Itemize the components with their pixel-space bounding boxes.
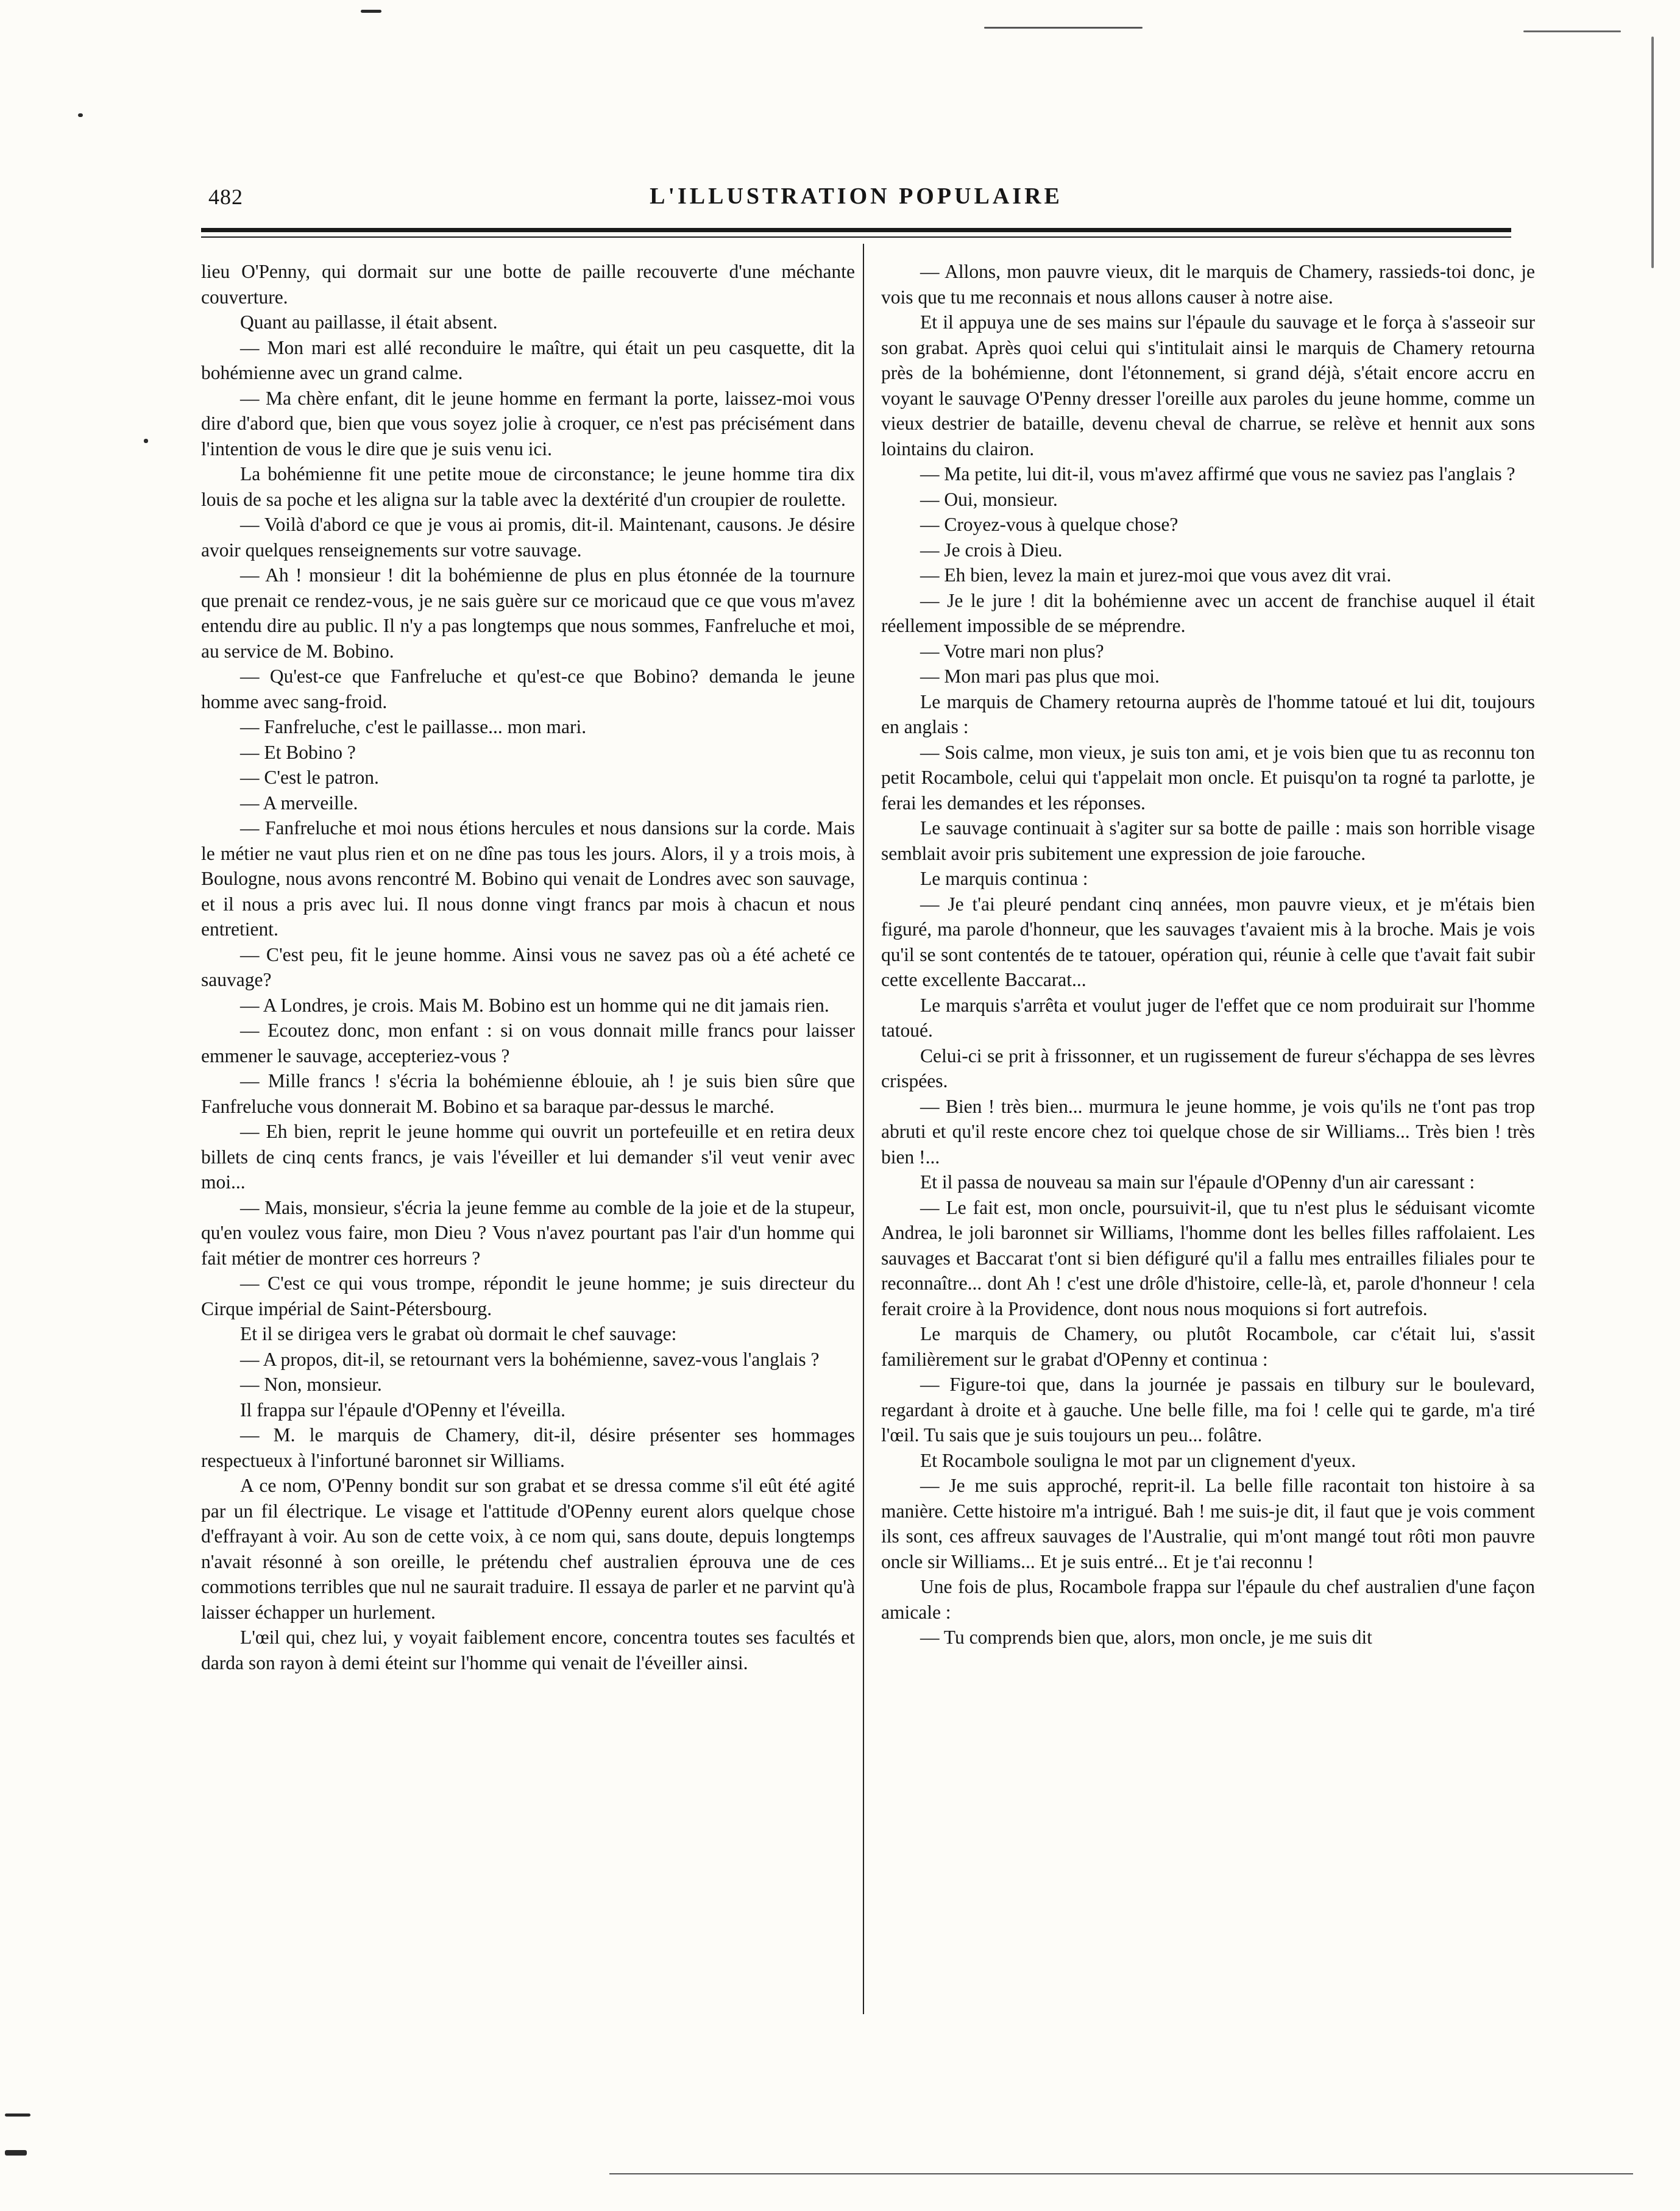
- scan-smudge: [1523, 30, 1621, 32]
- paragraph: — Eh bien, reprit le jeune homme qui ouvrit un portefeuille et en retira deux billets de cinq cents francs, je vais l'éveiller et lui demander s'il veut venir avec moi...: [201, 1121, 855, 1193]
- paragraph: — Oui, monsieur.: [920, 488, 1058, 510]
- paragraph: Et il se dirigea vers le grabat où dormait le chef sauvage:: [240, 1323, 677, 1344]
- paragraph: L'œil qui, chez lui, y voyait faiblement encore, concentra toutes ses facultés et darda son rayon à demi éteint sur l'homme qui venait de l'éveiller ainsi.: [201, 1627, 855, 1673]
- paragraph: — Qu'est-ce que Fanfreluche et qu'est-ce que Bobino? demanda le jeune homme avec sang-froid.: [201, 665, 855, 712]
- scan-smudge: [1651, 37, 1654, 268]
- paragraph: Une fois de plus, Rocambole frappa sur l'épaule du chef australien d'une façon amicale :: [881, 1576, 1535, 1623]
- paragraph: — Mon mari pas plus que moi.: [920, 665, 1160, 687]
- scan-smudge: [144, 439, 148, 443]
- paragraph: lieu O'Penny, qui dormait sur une botte de paille recouverte d'une méchante couverture.: [201, 261, 855, 308]
- paragraph: Et il passa de nouveau sa main sur l'épaule d'OPenny d'un air caressant :: [920, 1171, 1475, 1193]
- paragraph: — Mille francs ! s'écria la bohémienne éblouie, ah ! je suis bien sûre que Fanfreluche vous donnerait M. Bobino et sa baraque par-dessus le marché.: [201, 1070, 855, 1117]
- paragraph: Et il appuya une de ses mains sur l'épaule du sauvage et le força à s'asseoir sur son grabat. Après quoi celui qui s'intitulait ainsi le marquis de Chamery retourna près de la bohémienne, dont l'étonnement, si grand déjà, s'était encore accru en voyant le sauvage O'Penny dresser l'oreille aux paroles du jeune homme, comme un vieux destrier de bataille, devenu cheval de charrue, se relève et hennit aux sons lointains du clairon.: [881, 311, 1535, 460]
- scan-smudge: [5, 2150, 27, 2156]
- paragraph: — A Londres, je crois. Mais M. Bobino est un homme qui ne dit jamais rien.: [240, 994, 829, 1016]
- paragraph: — Voilà d'abord ce que je vous ai promis, dit-il. Maintenant, causons. Je désire avoir quelques renseignements sur votre sauvage.: [201, 514, 855, 561]
- paragraph: Le marquis de Chamery retourna auprès de l'homme tatoué et lui dit, toujours en anglais :: [881, 690, 1535, 737]
- paragraph: Le sauvage continuait à s'agiter sur sa botte de paille : mais son horrible visage semblait avoir pris subitement une expression de joie farouche.: [881, 817, 1535, 864]
- paragraph: — C'est peu, fit le jeune homme. Ainsi vous ne savez pas où a été acheté ce sauvage?: [201, 943, 855, 990]
- paragraph: — Fanfreluche et moi nous étions hercules et nous dansions sur la corde. Mais le métier ne vaut plus rien et on ne dîne pas tous les jours. Alors, il y a trois mois, à Boulogne, nous avons rencontré M. Bobino qui venait de Londres avec son sauvage, et il nous a pris avec lui. Il nous donne vingt francs par mois à chacun et nous entretient.: [201, 817, 855, 940]
- paragraph: Le marquis s'arrêta et voulut juger de l'effet que ce nom produirait sur l'homme tatoué.: [881, 994, 1535, 1041]
- page-number: 482: [208, 185, 243, 209]
- paragraph: — Ma petite, lui dit-il, vous m'avez affirmé que vous ne saviez pas l'anglais ?: [920, 463, 1515, 484]
- text-column-left: [201, 259, 855, 1675]
- paragraph: — Ma chère enfant, dit le jeune homme en fermant la porte, laissez-moi vous dire d'abord que, bien que vous soyez jolie à croquer, ce n'est pas précisément dans l'intention de vous le dire que je suis venu ici.: [201, 387, 855, 460]
- paragraph: — Et Bobino ?: [240, 741, 356, 763]
- header-rule-thin: [201, 236, 1511, 238]
- paragraph: — Croyez-vous à quelque chose?: [920, 514, 1178, 535]
- paragraph: — Eh bien, levez la main et jurez-moi que vous avez dit vrai.: [920, 564, 1392, 586]
- scan-smudge: [78, 113, 83, 117]
- paragraph: — Je t'ai pleuré pendant cinq années, mon pauvre vieux, et je m'étais bien figuré, ma parole d'honneur, que les sauvages t'avaient mis à la broche. Mais je vois qu'il se sont contentés de te tatouer, opération qui, réunie à celle que t'avait fait subir cette excellente Baccarat...: [881, 893, 1535, 990]
- paragraph: Il frappa sur l'épaule d'OPenny et l'éveilla.: [240, 1399, 565, 1421]
- page-header: [201, 183, 1511, 219]
- paragraph: — C'est le patron.: [240, 767, 379, 788]
- paragraph: — Le fait est, mon oncle, poursuivit-il, que tu n'est plus le séduisant vicomte Andrea, le joli baronnet sir Williams, l'homme dont les belles filles raffolaient. Les sauvages et Baccarat t'ont si bien défiguré qu'il a fallu mes entrailles filiales pour te reconnaître... dont Ah ! c'est une drôle d'histoire, celle-là, et, parole d'honneur ! cela ferait croire à la Providence, dont nous nous moquions si fort autrefois.: [881, 1196, 1535, 1319]
- paragraph: La bohémienne fit une petite moue de circonstance; le jeune homme tira dix louis de sa poche et les aligna sur la table avec la dextérité d'un croupier de roulette.: [201, 463, 855, 510]
- paragraph: — Bien ! très bien... murmura le jeune homme, je vois qu'ils ne t'ont pas trop abruti et qu'il reste encore chez toi quelque chose de sir Williams... Très bien ! très bien !...: [881, 1095, 1535, 1168]
- scan-smudge: [984, 27, 1143, 29]
- paragraph: Celui-ci se prit à frissonner, et un rugissement de fureur s'échappa de ses lèvres crispées.: [881, 1045, 1535, 1091]
- paragraph: — Je crois à Dieu.: [920, 539, 1063, 561]
- paragraph: — A propos, dit-il, se retournant vers la bohémienne, savez-vous l'anglais ?: [240, 1348, 820, 1370]
- paragraph: Le marquis continua :: [920, 868, 1088, 889]
- scan-smudge: [361, 10, 381, 13]
- paragraph: — Sois calme, mon vieux, je suis ton ami, et je vois bien que tu as reconnu ton petit Rocambole, celui qui t'appelait mon oncle. Et puisqu'on ta rogné ta parlotte, je ferai les demandes et les réponses.: [881, 741, 1535, 814]
- paragraph: — Tu comprends bien que, alors, mon oncle, je me suis dit: [920, 1627, 1372, 1648]
- paragraph: — Je me suis approché, reprit-il. La belle fille racontait ton histoire à sa manière. Cette histoire m'a intrigué. Bah ! me suis-je dit, il faut que je vois comment ils sont, ces affreux sauvages de l'Australie, qui m'ont mangé tout rôti mon pauvre oncle sir Williams... Et je suis entré... Et je t'ai reconnu !: [881, 1475, 1535, 1572]
- bottom-rule: [609, 2173, 1633, 2174]
- paragraph: — Non, monsieur.: [240, 1374, 382, 1395]
- paragraph: — C'est ce qui vous trompe, répondit le jeune homme; je suis directeur du Cirque impérial de Saint-Pétersbourg.: [201, 1272, 855, 1319]
- scan-smudge: [5, 2113, 30, 2117]
- paragraph: — Ecoutez donc, mon enfant : si on vous donnait mille francs pour laisser emmener le sauvage, accepteriez-vous ?: [201, 1020, 855, 1066]
- paragraph: — Ah ! monsieur ! dit la bohémienne de plus en plus étonnée de la tournure que prenait ce rendez-vous, je ne sais guère sur ce moricaud que ce que vous m'avez entendu dire au public. Il n'y a pas longtemps que nous sommes, Fanfreluche et moi, au service de M. Bobino.: [201, 564, 855, 662]
- text-column-right: [881, 259, 1535, 1650]
- paragraph: Et Rocambole souligna le mot par un clignement d'yeux.: [920, 1449, 1356, 1471]
- running-title: L'ILLUSTRATION POPULAIRE: [650, 183, 1063, 209]
- paragraph: Quant au paillasse, il était absent.: [240, 311, 498, 333]
- paragraph: — Votre mari non plus?: [920, 640, 1104, 662]
- column-divider: [863, 244, 864, 2014]
- paragraph: A ce nom, O'Penny bondit sur son grabat et se dressa comme s'il eût été agité par un fil électrique. Le visage et l'attitude d'OPenny eurent alors quelque chose d'effrayant à voir. Au son de cette voix, à ce nom qui, sans doute, depuis longtemps n'avait résonné à son oreille, le prétendu chef australien éprouva une de ces commotions terribles que nul ne saurait traduire. Il essaya de parler et ne parvint qu'à laisser échapper un hurlement.: [201, 1475, 855, 1623]
- paragraph: — Figure-toi que, dans la journée je passais en tilbury sur le boulevard, regardant à droite et à gauche. Une belle fille, ma foi ! celle qui te garde, m'a tiré l'œil. Tu sais que je suis toujours un peu... folâtre.: [881, 1374, 1535, 1446]
- paragraph: — A merveille.: [240, 792, 358, 814]
- paragraph: — Mon mari est allé reconduire le maître, qui était un peu casquette, dit la bohémienne avec un grand calme.: [201, 336, 855, 383]
- paragraph: Le marquis de Chamery, ou plutôt Rocambole, car c'était lui, s'assit familièrement sur le grabat d'OPenny et continua :: [881, 1323, 1535, 1370]
- paragraph: — M. le marquis de Chamery, dit-il, désire présenter ses hommages respectueux à l'infortuné baronnet sir Williams.: [201, 1424, 855, 1471]
- paragraph: — Mais, monsieur, s'écria la jeune femme au comble de la joie et de la stupeur, qu'en voulez vous faire, mon Dieu ? Vous n'avez pourtant pas l'air d'un homme qui fait métier de montrer ces horreurs ?: [201, 1196, 855, 1269]
- paragraph: — Fanfreluche, c'est le paillasse... mon mari.: [240, 716, 587, 737]
- paragraph: — Je le jure ! dit la bohémienne avec un accent de franchise auquel il était réellement impossible de se méprendre.: [881, 589, 1535, 636]
- header-rule-thick: [201, 228, 1511, 232]
- paragraph: — Allons, mon pauvre vieux, dit le marquis de Chamery, rassieds-toi donc, je vois que tu me reconnais et nous allons causer à notre aise.: [881, 261, 1535, 308]
